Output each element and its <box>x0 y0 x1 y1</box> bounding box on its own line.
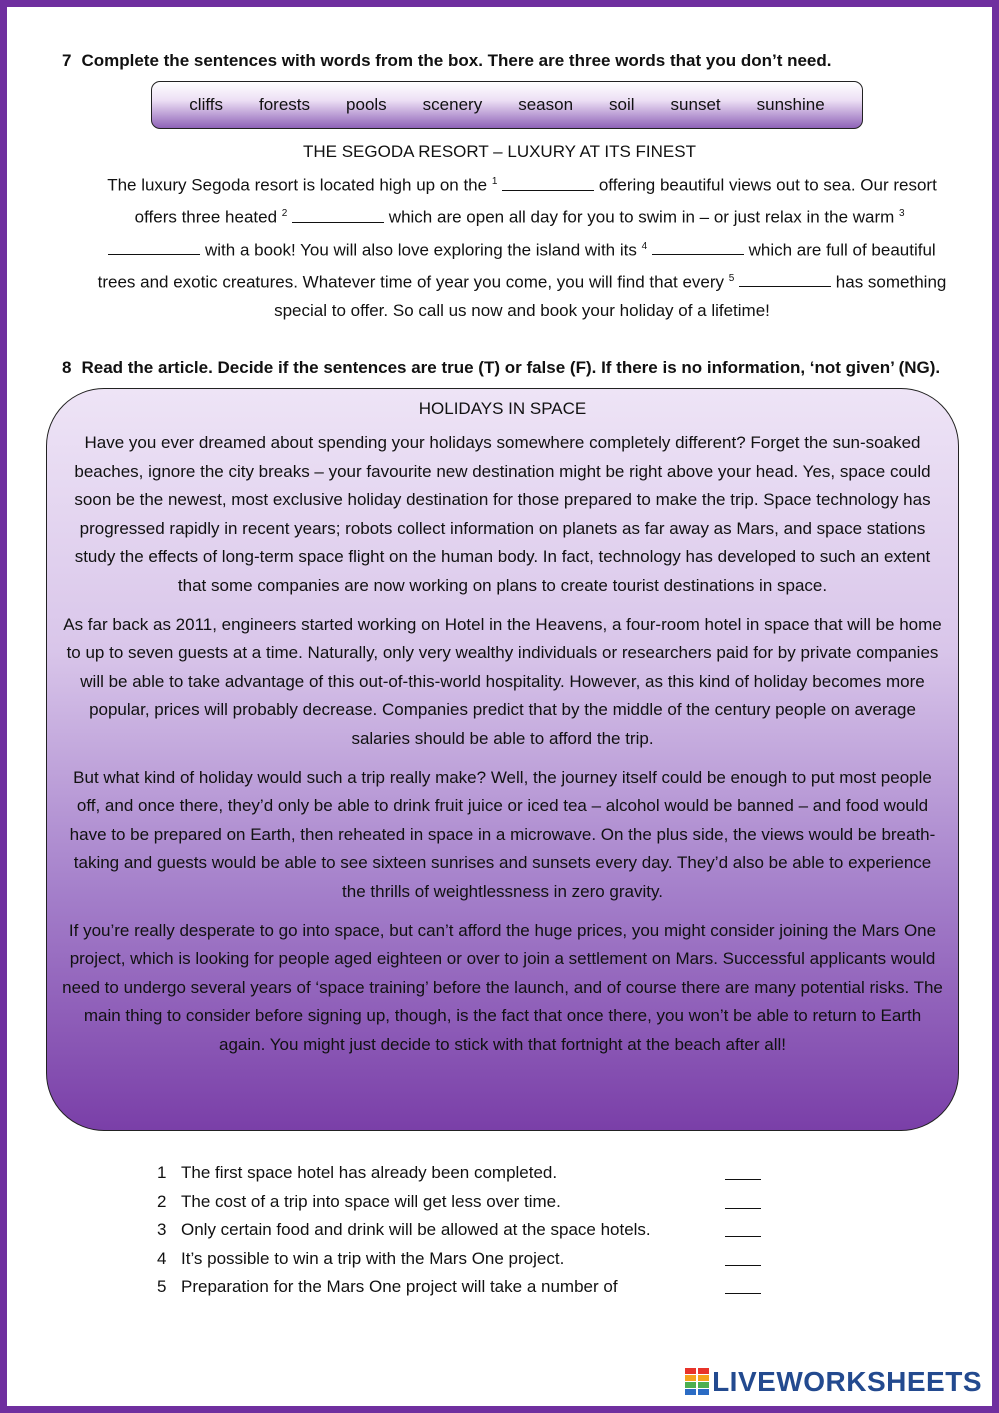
word-box-item: scenery <box>422 95 483 114</box>
answer-blank[interactable] <box>725 1277 761 1294</box>
resort-text <box>97 168 947 326</box>
article-paragraph: But what kind of holiday would such a trip really make? Well, the journey itself could be enough to put most people off, and once there, they’d only be able to drink fruit juice or iced tea – alcohol would be banned – and food would have to be prepared on Earth, then reheated in space in a microwave. On the plus side, the views would be breath-taking and guests would be able to see sixteen sunrises and sunsets every day. They’d also be able to experience the thrills of weightlessness in zero gravity. <box>69 767 936 901</box>
resort-text-part: with a book! You will also love exploring the island with its <box>200 240 642 260</box>
statement-number: 5 <box>157 1277 167 1297</box>
q7-instruction-text: Complete the sentences with words from the box. There are three words that you don’t need. <box>81 51 832 70</box>
word-box-item: sunset <box>670 95 721 114</box>
statement-text: Preparation for the Mars One project will take a number of <box>181 1277 618 1297</box>
article-title: HOLIDAYS IN SPACE <box>418 399 587 418</box>
statement-number: 4 <box>157 1248 167 1268</box>
gap-number: 4 <box>641 240 648 252</box>
logo-block <box>698 1375 709 1381</box>
gap-1-blank[interactable] <box>502 176 594 191</box>
statement-item <box>157 1163 777 1192</box>
logo-block <box>698 1368 709 1374</box>
statement-text: Only certain food and drink will be allowed at the space hotels. <box>181 1220 651 1240</box>
resort-text-part: which are full of beautiful trees and exotic creatures. Whatever time of year you come, you will find that every <box>97 240 936 292</box>
gap-3-blank[interactable] <box>108 240 200 255</box>
gap-number: 1 <box>491 176 498 187</box>
statement-list <box>157 1163 777 1306</box>
logo-block <box>685 1382 696 1388</box>
statement-item <box>157 1220 777 1249</box>
q7-number: 7 <box>62 51 72 70</box>
resort-text-part: which are open all day for you to swim in – or just relax in the warm <box>384 207 900 227</box>
resort-text-part: has something special to offer. So call us now and book your holiday of a lifetime! <box>274 272 947 320</box>
word-box-item: sunshine <box>756 95 825 114</box>
article-paragraph: As far back as 2011, engineers started working on Hotel in the Heavens, a four-room hotel in space that will be home to up to seven guests at a time. Naturally, only very wealthy individuals or researchers paid for by private companies will be able to take advantage of this out-of-this-world hospitality. However, as this kind of holiday becomes more popular, prices will probably decrease. Companies predict that by the middle of the century people on average salaries should be able to afford the trip. <box>63 614 942 748</box>
statement-text: The first space hotel has already been completed. <box>181 1163 558 1182</box>
word-box-item: season <box>518 95 574 114</box>
statement-item <box>157 1277 777 1306</box>
logo-block <box>685 1389 696 1395</box>
word-box-item: soil <box>609 95 635 114</box>
q8-number: 8 <box>62 358 72 377</box>
logo-block <box>698 1382 709 1388</box>
answer-blank[interactable] <box>725 1220 761 1237</box>
resort-text-part: offering beautiful views out to sea. Our resort offers three heated <box>134 175 937 227</box>
resort-text-part: The luxury Segoda resort is located high up on the <box>107 175 492 195</box>
answer-blank[interactable] <box>725 1249 761 1266</box>
liveworksheets-logo <box>685 1366 982 1398</box>
logo-block <box>698 1389 709 1395</box>
statement-item <box>157 1249 777 1278</box>
statement-item <box>157 1192 777 1221</box>
q8-instruction <box>62 358 940 378</box>
word-box-item: pools <box>346 95 387 114</box>
answer-blank[interactable] <box>725 1192 761 1209</box>
q7-instruction <box>62 51 831 71</box>
article-paragraph: If you’re really desperate to go into space, but can’t afford the huge prices, you might consider joining the Mars One project, which is looking for people aged eighteen or over to join a settlement on Mars. Successful applicants would need to undergo several years of ‘space training’ before the launch, and of course there are many potential risks. The main thing to consider before signing up, though, is the fact that once there, you won’t be able to return to Earth again. You might just decide to stick with that fortnight at the beach after all! <box>62 920 943 1054</box>
article-box <box>46 388 959 1131</box>
gap-5-blank[interactable] <box>739 272 831 287</box>
word-box-item: forests <box>259 95 311 114</box>
gap-4-blank[interactable] <box>652 240 744 255</box>
word-box-item: cliffs <box>189 95 223 114</box>
word-box <box>151 81 863 129</box>
logo-block <box>685 1368 696 1374</box>
answer-blank[interactable] <box>725 1163 761 1180</box>
gap-2-blank[interactable] <box>292 208 384 223</box>
article-paragraph: Have you ever dreamed about spending your holidays somewhere completely different? Forget the sun-soaked beaches, ignore the city breaks – your favourite new destination might be right above your head. Yes, space could soon be the newest, most exclusive holiday destination for those prepared to make the trip. Space technology has progressed rapidly in recent years; robots collect information on planets as far away as Mars, and space stations study the effects of long-term space flight on the human body. In fact, technology has developed to such an extent that some companies are now working on plans to create tourist destinations in space. <box>74 433 931 595</box>
statement-text: The cost of a trip into space will get less over time. <box>181 1191 561 1211</box>
logo-block <box>685 1375 696 1381</box>
q8-instruction-text: Read the article. Decide if the sentences are true (T) or false (F). If there is no information, ‘not given’ (NG). <box>81 358 941 377</box>
statement-number: 1 <box>157 1163 167 1182</box>
gap-number: 2 <box>281 208 288 220</box>
liveworksheets-logo-icon <box>685 1368 709 1396</box>
statement-text: It’s possible to win a trip with the Mars One project. <box>181 1248 565 1268</box>
statement-number: 3 <box>157 1220 167 1240</box>
resort-title: THE SEGODA RESORT – LUXURY AT ITS FINEST <box>302 142 696 161</box>
gap-number: 5 <box>728 272 735 284</box>
statement-number: 2 <box>157 1191 167 1211</box>
liveworksheets-logo-text: LIVEWORKSHEETS <box>712 1366 982 1397</box>
gap-number: 3 <box>899 208 905 220</box>
